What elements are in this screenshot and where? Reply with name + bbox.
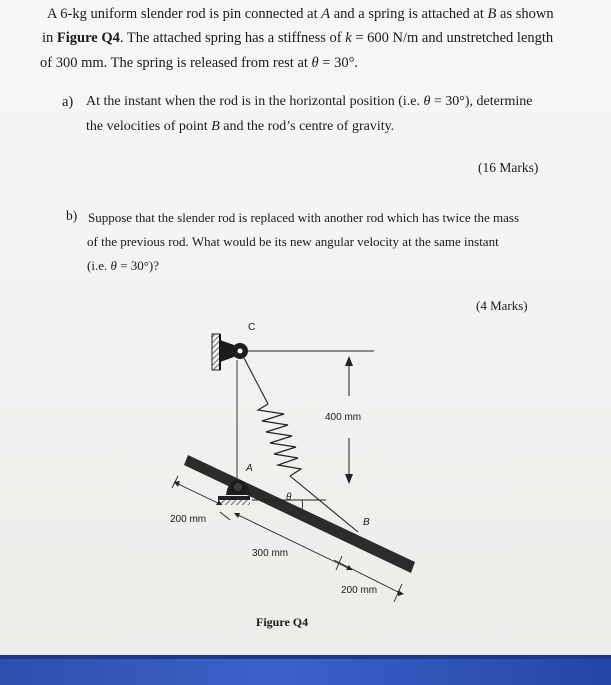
- label-a: A: [246, 463, 253, 474]
- label-theta: θ: [286, 492, 292, 503]
- dimension-300mm: [234, 513, 352, 570]
- taskbar: [0, 655, 611, 685]
- wall-support-c: [212, 334, 248, 370]
- intro-line-2: in Figure Q4. The attached spring has a stiffness of k = 600 N/m and unstretched length: [42, 30, 554, 46]
- label-300mm: 300 mm: [252, 548, 289, 559]
- spring: [244, 358, 358, 532]
- intro-line-1: A 6-kg uniform slender rod is pin connected at A and a spring is attached at B as shown: [47, 6, 554, 22]
- label-400mm: 400 mm: [325, 412, 362, 423]
- part-b-line-3: (i.e. θ = 30°)?: [87, 258, 159, 273]
- part-a-marks: (16 Marks): [478, 160, 539, 175]
- part-b-line-2: of the previous rod. What would be its new angular velocity at the same instant: [87, 234, 499, 249]
- part-b-label: b): [66, 208, 78, 223]
- part-a-line-2: the velocities of point B and the rod’s centre of gravity.: [86, 119, 395, 134]
- intro-line-3: of 300 mm. The spring is released from rest at θ = 30°.: [40, 55, 359, 71]
- label-b: B: [363, 517, 370, 528]
- label-c: C: [248, 322, 256, 333]
- part-b-marks: (4 Marks): [476, 298, 528, 313]
- taskbar-edge: [0, 655, 611, 659]
- pin-support-a: [218, 480, 250, 505]
- label-200mm-right: 200 mm: [341, 585, 378, 596]
- part-b-line-1: Suppose that the slender rod is replaced with another rod which has twice the mass: [88, 210, 520, 225]
- figure-caption: Figure Q4: [256, 615, 309, 629]
- part-a-label: a): [62, 94, 74, 110]
- part-a-line-1: At the instant when the rod is in the horizontal position (i.e. θ = 30°), determine: [86, 94, 533, 109]
- label-200mm-left: 200 mm: [170, 514, 207, 525]
- slender-rod: [184, 455, 415, 573]
